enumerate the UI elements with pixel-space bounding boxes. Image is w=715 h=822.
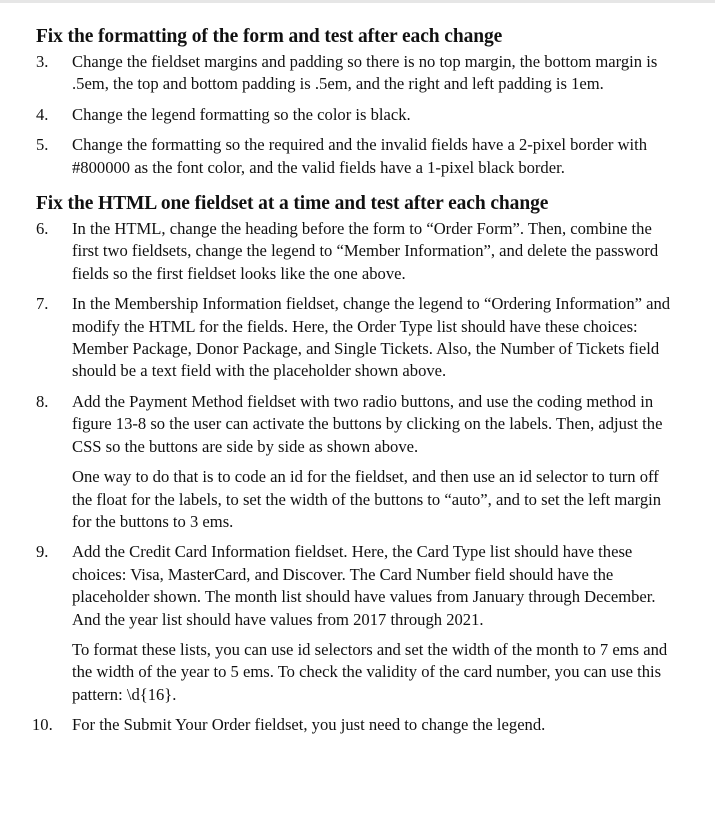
section-heading-html: Fix the HTML one fieldset at a time and test after each change (36, 193, 549, 215)
step-number: 4. (36, 104, 49, 124)
step-number: 10. (32, 715, 53, 735)
step-paragraph: Change the legend formatting so the color is black. (72, 104, 411, 124)
top-divider (0, 0, 715, 3)
step-number: 3. (36, 52, 49, 71)
step-paragraph: To format these lists, you can use id selectors and set the width of the month to 7 ems and the width of the year to 5 ems. To check the validity of the card number, you can use this pattern: \d{16}. (72, 639, 668, 704)
steps-list-html (32, 218, 676, 737)
document-page (32, 26, 676, 745)
step-item (36, 391, 676, 533)
step-paragraph: Add the Payment Method fieldset with two radio buttons, and use the coding method in figure 13-8 so the user can activate the buttons by clicking on the labels. Then, adjust the CSS so the buttons are side by side as shown above. (72, 391, 663, 456)
step-item (36, 218, 676, 285)
step-item (36, 541, 676, 706)
step-paragraph: For the Submit Your Order fieldset, you just need to change the legend. (72, 715, 546, 735)
section-heading-formatting: Fix the formatting of the form and test after each change (36, 26, 503, 47)
step-item (36, 293, 676, 383)
step-item (36, 51, 676, 96)
step-paragraph: In the HTML, change the heading before the form to “Order Form”. Then, combine the first two fieldsets, change the legend to “Member Information”, and delete the password fields so the first fieldset looks like the one above. (72, 219, 659, 283)
step-paragraph: Add the Credit Card Information fieldset. Here, the Card Type list should have these choices: Visa, MasterCard, and Discover. The Card Number field should have the placeholder shown. The month list should have values from January through December. And the year list should have values from 2017 through 2021. (72, 542, 656, 629)
step-number: 5. (36, 135, 49, 155)
step-paragraph: Change the formatting so the required and the invalid fields have a 2-pixel border with #800000 as the font color, and the valid fields have a 1-pixel black border. (72, 135, 648, 177)
step-paragraph: One way to do that is to code an id for the fieldset, and then use an id selector to turn off the float for the labels, to set the width of the buttons to “auto”, and to set the left margin for the buttons to 3 ems. (72, 467, 662, 531)
step-item (36, 134, 676, 179)
step-paragraph: In the Membership Information fieldset, change the legend to “Ordering Information” and modify the HTML for the fields. Here, the Order Type list should have these choices: Member Package, Donor Package, and Single Tickets. Also, the Number of Tickets field should be a text field with the placeholder shown above. (72, 294, 671, 381)
step-number: 9. (36, 542, 49, 562)
step-number: 8. (36, 391, 49, 411)
step-number: 7. (36, 294, 49, 314)
step-item (36, 104, 676, 126)
step-item (32, 714, 676, 736)
steps-list-formatting (36, 51, 676, 179)
step-paragraph: Change the fieldset margins and padding so there is no top margin, the bottom margin is .5em, the top and bottom padding is .5em, and the right and left padding is 1em. (72, 52, 658, 94)
step-number: 6. (36, 219, 49, 239)
